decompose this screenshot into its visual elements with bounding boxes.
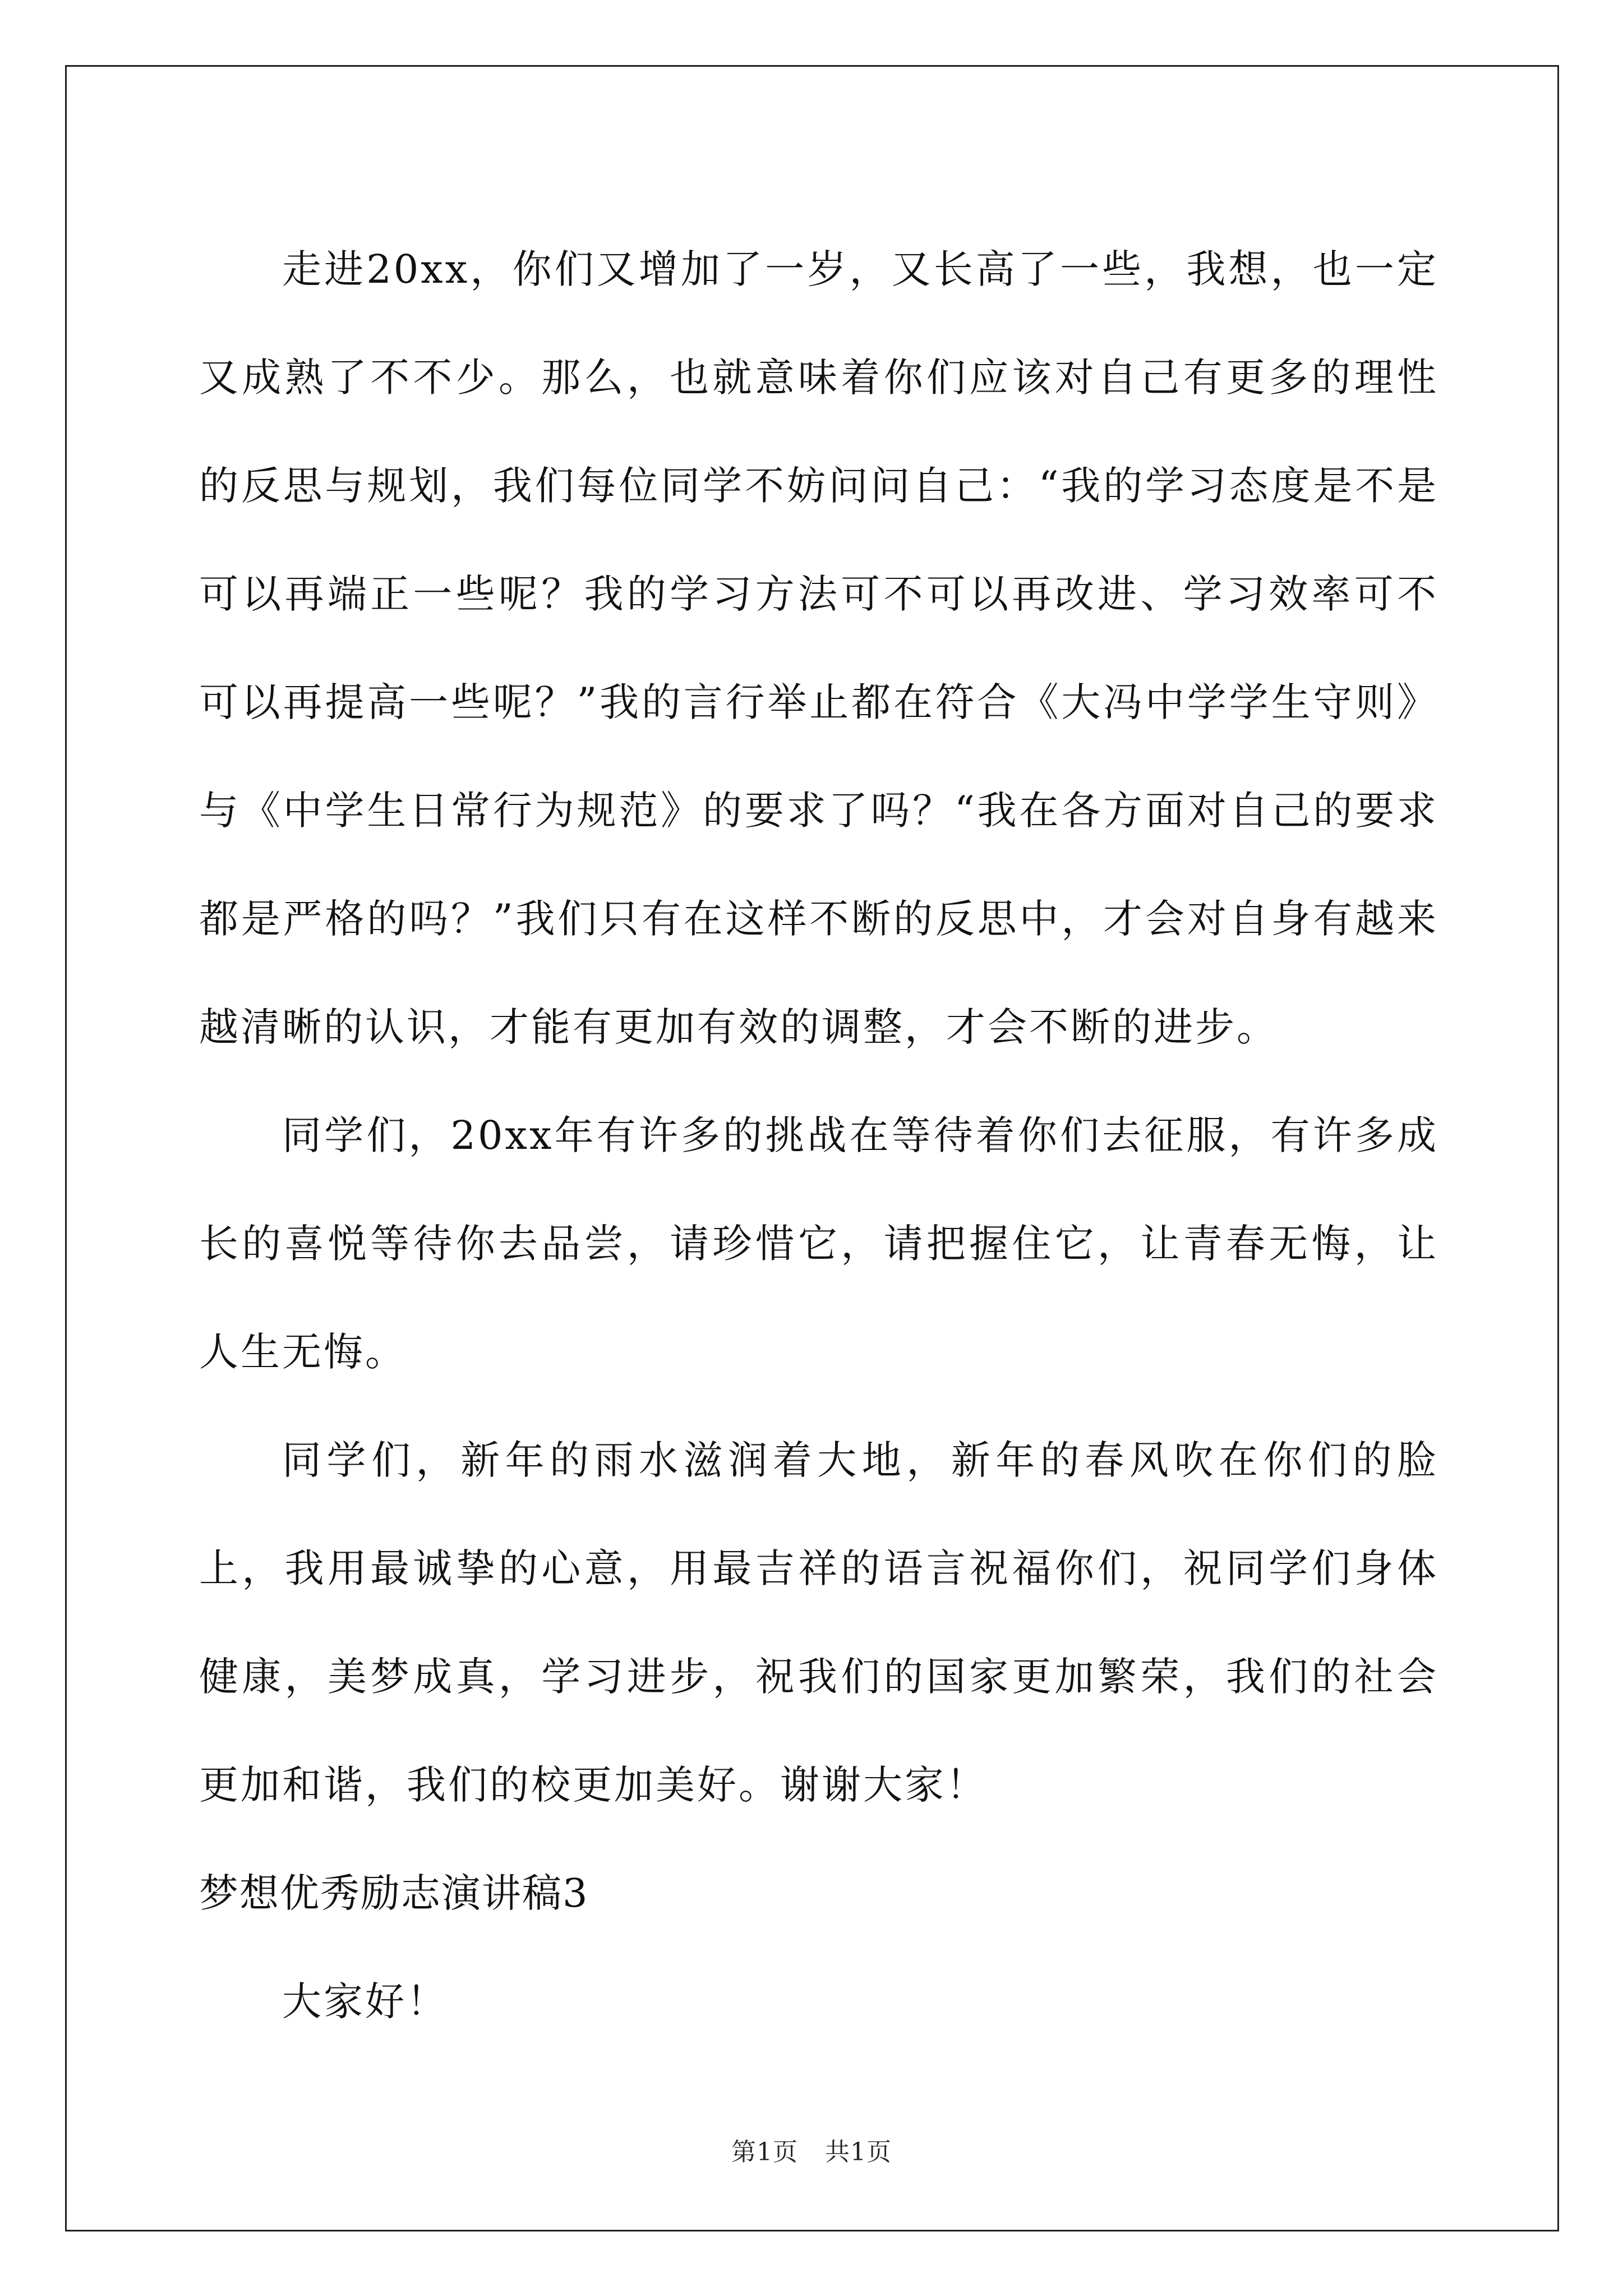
section-title: 梦想优秀励志演讲稿3 bbox=[199, 1870, 589, 1916]
paragraph-1: 走进20xx，你们又增加了一岁，又长高了一些，我想，也一定又成熟了不不少。那么，也就意味着你们应该对自己有更多的理性的反思与规划，我们每位同学不妨问问自己：“我的学习态度是不是可以再端正一些呢？我的学习方法可不可以再改进、学习效率可不可以再提高一些呢？”我的言行举止都在符合《大冯中学学生守则》与《中学生日常行为规范》的要求了吗？“我在各方面对自己的要求都是严格的吗？”我们只有在这样不断的反思中，才会对自身有越来越清晰的认识，才能有更加有效的调整，才会不断的进步。 bbox=[199, 246, 1438, 1050]
greeting: 大家好！ bbox=[282, 1978, 448, 2024]
page-footer bbox=[0, 2132, 1623, 2168]
paragraph-2: 同学们，20xx年有许多的挑战在等待着你们去征服，有许多成长的喜悦等待你去品尝，请珍惜它，请把握住它，让青春无悔，让人生无悔。 bbox=[199, 1112, 1438, 1375]
page-number-total: 共1页 bbox=[825, 2138, 892, 2166]
page-number-current: 第1页 bbox=[731, 2138, 798, 2166]
document-body bbox=[199, 215, 1438, 2056]
paragraph-3: 同学们，新年的雨水滋润着大地，新年的春风吹在你们的脸上，我用最诚挚的心意，用最吉祥的语言祝福你们，祝同学们身体健康，美梦成真，学习进步，祝我们的国家更加繁荣，我们的社会更加和谐，我们的校更加美好。谢谢大家！ bbox=[199, 1437, 1438, 1808]
